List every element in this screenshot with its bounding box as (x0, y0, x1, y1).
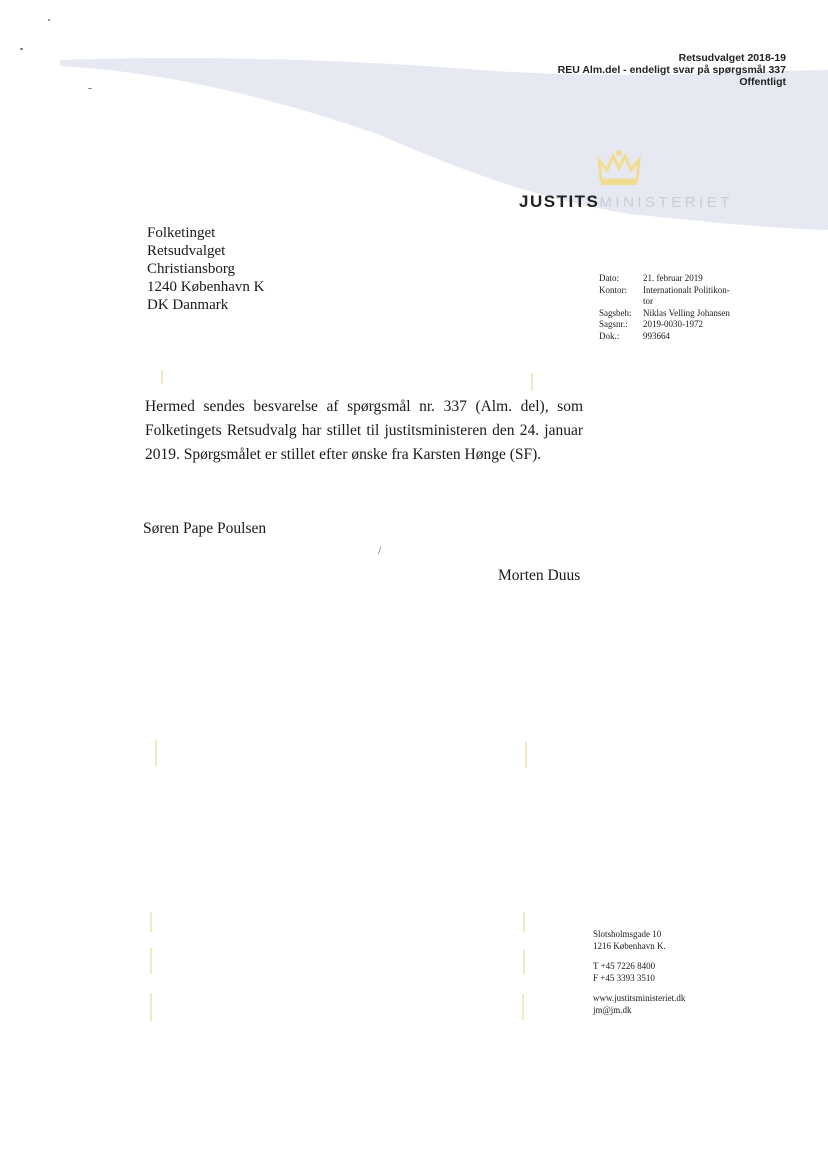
signature-separator: / (378, 543, 382, 557)
stamp-committee: Retsudvalget 2018-19 (678, 52, 786, 64)
document-stamp (558, 52, 786, 88)
logo-part-bold: JUSTITS (519, 192, 600, 211)
ministry-logo (519, 192, 733, 212)
meta-row (599, 331, 743, 343)
scan-mark (155, 740, 157, 766)
meta-value: Internationalt Politikon- (643, 284, 730, 295)
address-city: 1216 København K. (593, 940, 666, 951)
spacer (593, 984, 685, 993)
scan-mark (150, 993, 152, 1021)
meta-value: Niklas Velling Johansen (643, 307, 730, 318)
meta-label: Sagsbeh: (599, 307, 632, 318)
fax-number: F +45 3393 3510 (593, 972, 655, 983)
scan-mark (523, 912, 525, 932)
meta-label: Dok.: (599, 330, 620, 341)
meta-label: Kontor: (599, 284, 627, 295)
meta-label: Dato: (599, 273, 619, 283)
scan-mark (522, 994, 524, 1020)
stamp-reference: REU Alm.del - endeligt svar på spørgsmål 337 (557, 64, 786, 76)
scan-speck (88, 88, 92, 89)
meta-label: Sagsnr.: (599, 319, 628, 329)
spacer (593, 952, 685, 961)
meta-row (599, 319, 743, 331)
scan-mark (523, 950, 525, 974)
address-street: Slotsholmsgade 10 (593, 929, 662, 939)
stamp-status: Offentligt (739, 76, 786, 88)
email: jm@jm.dk (593, 1004, 632, 1015)
meta-row (599, 285, 743, 297)
meta-value: tor (643, 296, 653, 306)
phone-number: T +45 7226 8400 (593, 961, 656, 971)
scan-mark (161, 370, 163, 384)
scan-speck (48, 19, 50, 21)
recipient-line: Folketinget (147, 225, 216, 241)
meta-value: 21. februar 2019 (643, 273, 703, 283)
recipient-line: 1240 København K (147, 279, 265, 295)
website: www.justitsministeriet.dk (593, 993, 686, 1003)
letter-body: Hermed sendes besvarelse af spørgsmål nr. 337 (Alm. del), som Folketingets Retsudvalg har stillet til justitsministeren den 24. januar 2019. Spørgsmålet er stillet efter ønske fra Karsten Hønge (SF). (145, 398, 583, 463)
case-metadata (599, 273, 743, 342)
scan-mark (150, 912, 152, 932)
meta-label (599, 296, 643, 308)
crown-icon (593, 148, 645, 188)
signature-minister: Søren Pape Poulsen (143, 520, 267, 537)
meta-row (599, 308, 743, 320)
recipient-line: Retsudvalget (147, 243, 226, 259)
meta-value: 993664 (643, 330, 670, 341)
recipient-address (147, 224, 264, 314)
scan-speck (20, 48, 23, 50)
scan-mark (150, 948, 152, 974)
meta-row (599, 273, 743, 285)
header-wave-background (0, 0, 828, 260)
meta-value: 2019-0030-1972 (643, 319, 703, 329)
recipient-line: DK Danmark (147, 297, 229, 313)
scan-mark (531, 373, 533, 391)
scan-mark (525, 742, 527, 768)
recipient-line: Christiansborg (147, 261, 236, 277)
logo-part-light: MINISTERIET (599, 194, 733, 211)
ministry-contact (593, 929, 685, 1016)
signature-official: Morten Duus (498, 567, 581, 584)
meta-row (599, 296, 743, 308)
